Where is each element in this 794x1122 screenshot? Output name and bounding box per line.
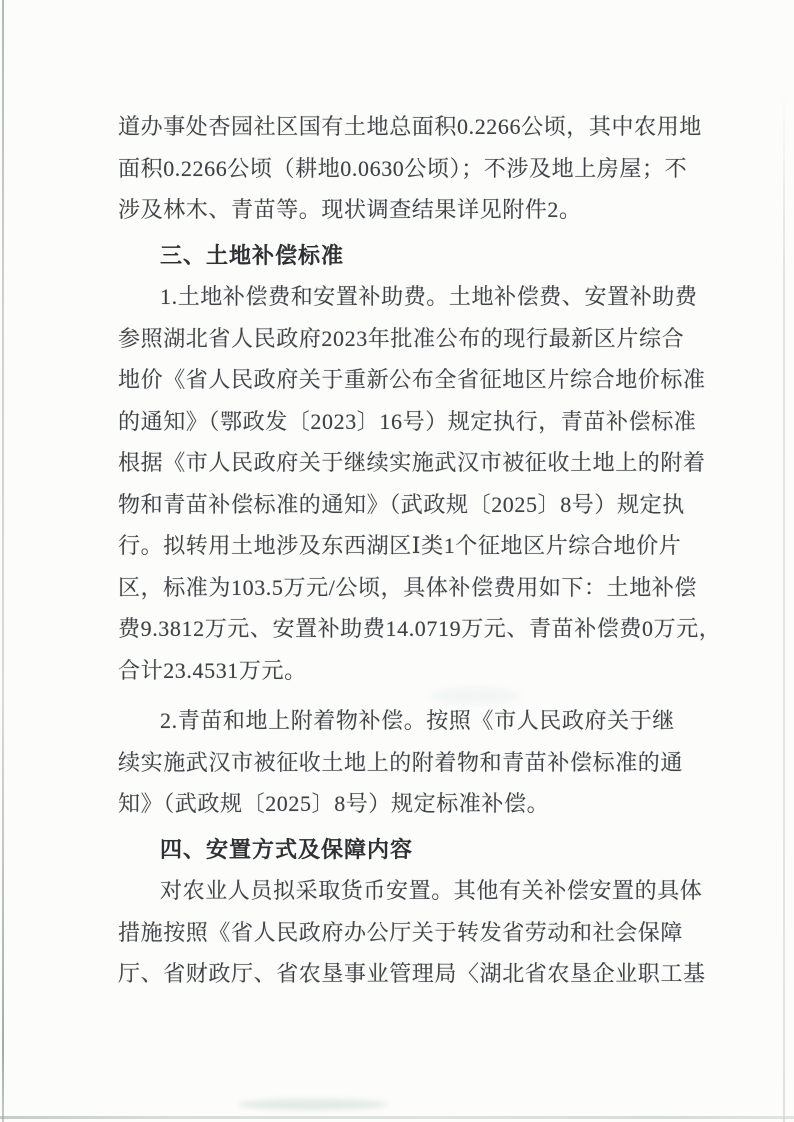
text-line: 面积0.2266公顷（耕地0.0630公顷）；不涉及地上房屋；不 xyxy=(118,155,688,181)
text-line: 根据《市人民政府关于继续实施武汉市被征收土地上的附着 xyxy=(118,450,706,475)
text-line: 1.土地补偿费和安置补助费。土地补偿费、安置补助费 xyxy=(160,284,698,309)
text-line: 区，标准为103.5万元/公顷，具体补偿费用如下：土地补偿 xyxy=(118,574,698,600)
text-line: 续实施武汉市被征收土地上的附着物和青苗补偿标准的通 xyxy=(118,749,684,775)
text-line: 费9.3812万元、安置补助费14.0719万元、青苗补偿费0万元， xyxy=(118,616,722,641)
text-line: 厅、省财政厅、省农垦事业管理局〈湖北省农垦企业职工基 xyxy=(118,961,706,986)
document-text xyxy=(118,106,722,995)
text-line: 地价《省人民政府关于重新公布全省征地区片综合地价标准 xyxy=(118,367,706,392)
text-line: 涉及林木、青苗等。现状调查结果详见附件2。 xyxy=(118,197,582,222)
text-line: 知》（武政规〔2025〕8号）规定标准补偿。 xyxy=(118,791,550,816)
text-line: 措施按照《省人民政府办公厅关于转发省劳动和社会保障 xyxy=(118,919,684,945)
section-heading: 三、土地补偿标准 xyxy=(160,242,345,268)
scan-smudge xyxy=(238,1099,388,1110)
text-line: 合计23.4531万元。 xyxy=(118,657,307,683)
scan-edge-right xyxy=(783,90,785,1122)
scan-edge-bottom xyxy=(0,1116,794,1119)
section-heading: 四、安置方式及保障内容 xyxy=(160,836,414,862)
text-line: 对农业人员拟采取货币安置。其他有关补偿安置的具体 xyxy=(160,878,703,903)
text-line: 的通知》（鄂政发〔2023〕16号）规定执行，青苗补偿标准 xyxy=(118,408,697,434)
text-line: 2.青苗和地上附着物补偿。按照《市人民政府关于继 xyxy=(160,708,675,733)
text-line: 物和青苗补偿标准的通知》（武政规〔2025〕8号）规定执 xyxy=(118,491,685,517)
text-line: 参照湖北省人民政府2023年批准公布的现行最新区片综合 xyxy=(118,325,685,351)
text-line: 道办事处杏园社区国有土地总面积0.2266公顷，其中农用地 xyxy=(118,114,702,139)
text-line: 行。拟转用土地涉及东西湖区Ⅰ类1个征地区片综合地价片 xyxy=(118,533,682,558)
scan-edge-left xyxy=(2,0,4,1122)
